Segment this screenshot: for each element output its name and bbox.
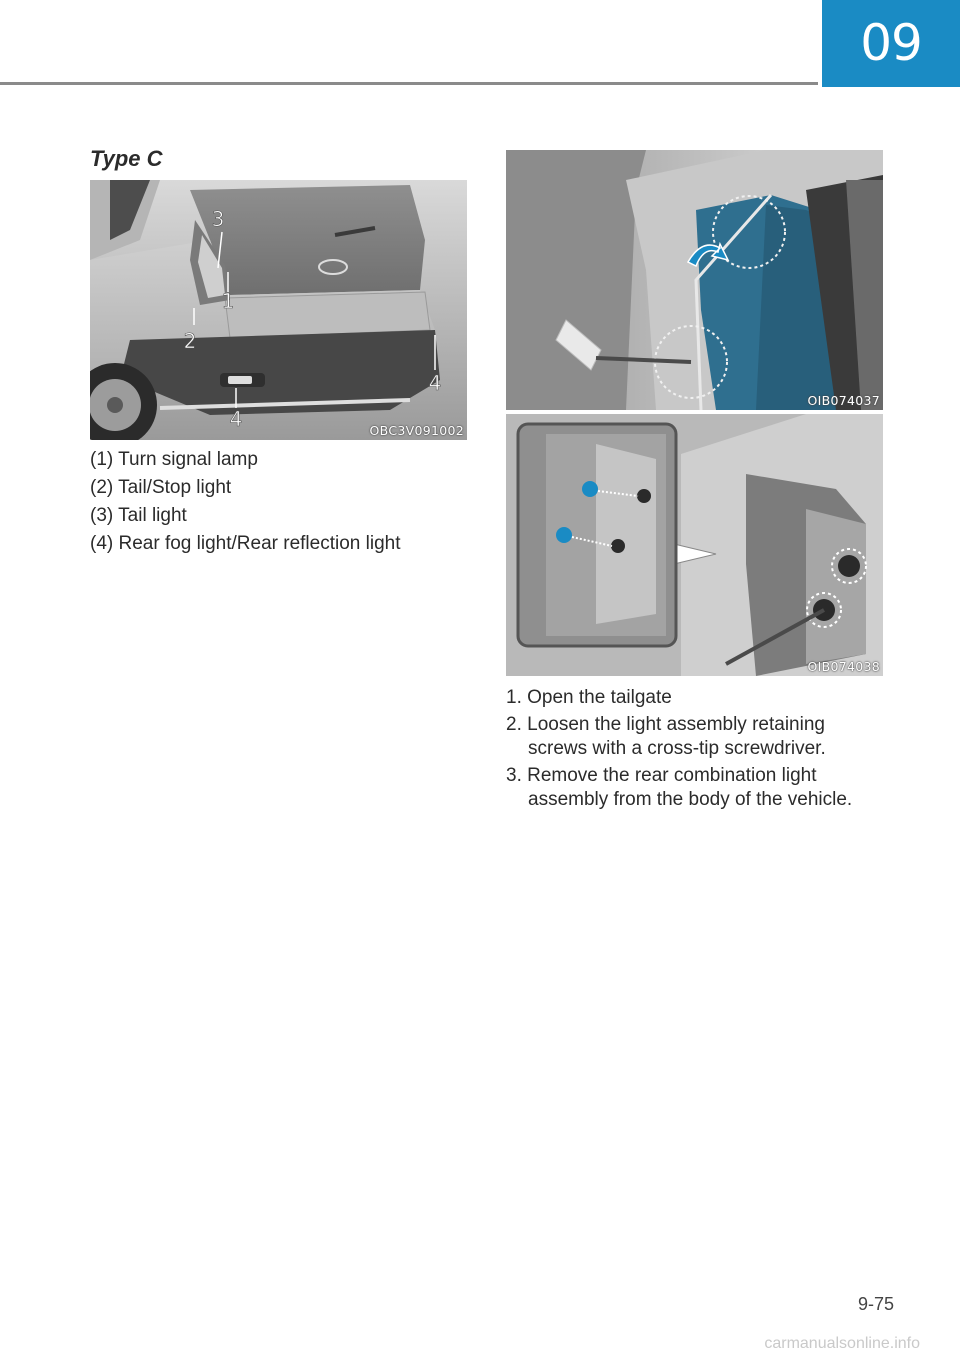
callout-4-left: 4	[229, 407, 243, 431]
rear-view-illustration	[90, 180, 467, 440]
step-item: 3. Remove the rear combination light assembly from the body of the vehicle.	[506, 765, 853, 810]
step-item: 1. Open the tailgate	[506, 687, 672, 708]
legend-item: (3) Tail light	[90, 505, 187, 526]
legend-item: (1) Turn signal lamp	[90, 449, 258, 470]
callout-4-right: 4	[428, 371, 442, 395]
screws-figure	[506, 414, 883, 676]
page-number: 9-75	[857, 1294, 894, 1314]
tailgate-illustration	[506, 150, 883, 410]
callout-3: 3	[211, 207, 225, 231]
section-title: Type C	[90, 146, 163, 171]
screws-illustration	[506, 414, 883, 676]
rear-view-figure	[90, 180, 467, 440]
figure-code: OBC3V091002	[369, 423, 464, 438]
watermark: carmanualsonline.info	[764, 1335, 920, 1352]
steps-list	[506, 686, 886, 815]
chapter-tab: 09	[822, 0, 960, 87]
callout-1: 1	[221, 289, 235, 313]
callout-2: 2	[183, 329, 197, 353]
figure-code: OIB074038	[807, 659, 880, 674]
step-item: 2. Loosen the light assembly retaining screws with a cross-tip screwdriver.	[506, 714, 826, 759]
header-rule	[0, 82, 818, 85]
tailgate-figure	[506, 150, 883, 410]
legend-item: (2) Tail/Stop light	[90, 477, 232, 498]
figure-code: OIB074037	[807, 393, 880, 408]
legend-list	[90, 446, 400, 558]
legend-item: (4) Rear fog light/Rear reflection light	[90, 533, 401, 554]
